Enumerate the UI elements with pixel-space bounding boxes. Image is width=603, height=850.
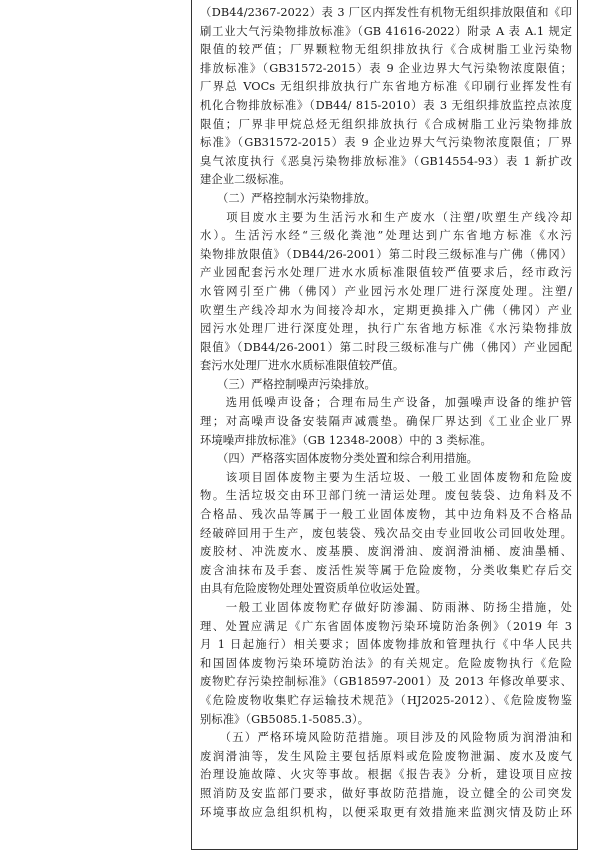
text-line: 合格品、残次品等属于一般工业固体废物，其中边角料及不合格品 <box>200 508 572 522</box>
text-line: （二）严格控制水污染物排放。 <box>200 191 376 205</box>
text-line: 废胶材、冲洗废水、废基膜、废润滑油、废润滑油桶、废油墨桶、 <box>200 545 572 559</box>
text-line: 理、处置应满足《广东省固体废物污染环境防治条例》（2019 年 3 <box>200 619 572 633</box>
text-line: 套污水处理厂进水水质标准限值较严值。 <box>200 359 405 373</box>
text-line: （四）严格落实固体废物分类处置和综合利用措施。 <box>200 452 479 466</box>
text-line: 建企业二级标准。 <box>200 173 291 187</box>
text-line: 废润滑油等，发生风险主要包括原料或危险废物泄漏、废水及废气 <box>200 749 572 763</box>
text-line: 臭气浓度执行《恶臭污染物排放标准》（GB14554-93）表 1 新扩改 <box>200 154 572 168</box>
text-line: 水）。生活污水经“三级化粪池”处理达到广东省地方标准《水污 <box>200 229 572 243</box>
text-line: 废物贮存污染控制标准》（GB18597-2001）及 2013 年修改单要求、 <box>200 675 572 689</box>
text-line: 项目废水主要为生活污水和生产废水（注塑/吹塑生产线冷却 <box>200 210 572 224</box>
text-line: 治理设施故障、火灾等事故。根据《报告表》分析，建设项目应按 <box>200 768 572 782</box>
text-line: 一般工业固体废物贮存做好防渗漏、防雨淋、防扬尘措施，处 <box>200 601 572 614</box>
text-line: 照消防及安监部门要求，做好事故防范措施，设立健全的公司突发 <box>200 786 572 800</box>
text-line: 限值；厂界非甲烷总烃无组织排放执行《合成树脂工业污染物排放 <box>200 117 572 131</box>
text-line: （三）严格控制噪声污染排放。 <box>200 377 376 391</box>
text-line: 该项目固体废物主要为生活垃圾、一般工业固体废物和危险废 <box>200 470 572 484</box>
text-line: 园污水处理厂进行深度处理，执行广东省地方标准《水污染物排放 <box>200 322 572 336</box>
table-right-border <box>577 0 578 850</box>
text-line: 限值的较严值；厂界颗粒物无组织排放执行《合成树脂工业污染物 <box>200 43 572 57</box>
text-line: 物。生活垃圾交由环卫部门统一清运处理。废包装袋、边角料及不 <box>200 489 572 503</box>
text-line: （DB44/2367-2022）表 3 厂区内挥发性有机物无组织排放限值和《印 <box>200 6 572 19</box>
text-line: 废含油抹布及手套、废活性炭等属于危险废物，分类收集贮存后交 <box>200 563 572 577</box>
text-line: 月 1 日起施行）相关要求；固体废物排放和管理执行《中华人民共 <box>200 638 572 652</box>
text-line: 吹塑生产线冷却水为间接冷却水，定期更换排入广佛（佛冈）产业 <box>200 303 572 317</box>
table-left-border <box>191 0 192 850</box>
text-line: 别标准》（GB5085.1-5085.3）。 <box>200 712 370 726</box>
text-line: 机化合物排放标准》（DB44/ 815-2010）表 3 无组织排放监控点浓度 <box>200 98 572 112</box>
text-line: 标准》（GB31572-2015）表 9 企业边界大气污染物浓度限值；厂界 <box>200 136 572 150</box>
text-line: 排放标准》（GB31572-2015）表 9 企业边界大气污染物浓度限值； <box>200 61 572 75</box>
text-line: 环境噪声排放标准》（GB 12348-2008）中的 3 类标准。 <box>200 433 492 447</box>
text-line: 由具有危险废物处理处置资质单位收运处置。 <box>200 582 427 596</box>
document-body <box>200 4 572 822</box>
text-line: 染物排放限值》（DB44/26-2001）第二时段三级标准与广佛（佛冈） <box>200 247 572 261</box>
text-line: 限值》（DB44/26-2001）第二时段三级标准与广佛（佛冈）产业园配 <box>200 340 572 354</box>
text-line: 水管网引至广佛（佛冈）产业园污水处理厂进行深度处理。注塑/ <box>200 284 572 298</box>
text-line: 环境事故应急组织机构，以便采取更有效措施来监测灾情及防止环 <box>200 805 572 819</box>
text-line: 产业园配套污水处理厂进水水质标准限值较严值要求后，经市政污 <box>200 266 572 280</box>
text-line: 经破碎回用于生产，废包装袋、残次品交由专业回收公司回收处理。 <box>200 526 572 540</box>
text-line: 选用低噪声设备；合理布局生产设备，加强噪声设备的维护管 <box>200 396 572 410</box>
text-line: 厂界总 VOCs 无组织排放执行广东省地方标准《印刷行业挥发性有 <box>200 80 572 94</box>
text-line: 刷工业大气污染物排放标准》（GB 41616-2022）附录 A 表 A.1 规定 <box>200 24 572 38</box>
text-line: 和国固体废物污染环境防治法》的有关规定。危险废物执行《危险 <box>200 656 572 670</box>
text-line: 理；对高噪声设备安装隔声减震垫。确保厂界达到《工业企业厂界 <box>200 415 572 429</box>
text-line: （五）严格环境风险防范措施。项目涉及的风险物质为润滑油和 <box>200 731 572 745</box>
text-line: 《危险废物收集贮存运输技术规范》（HJ2025-2012）、《危险废物鉴 <box>200 693 572 707</box>
